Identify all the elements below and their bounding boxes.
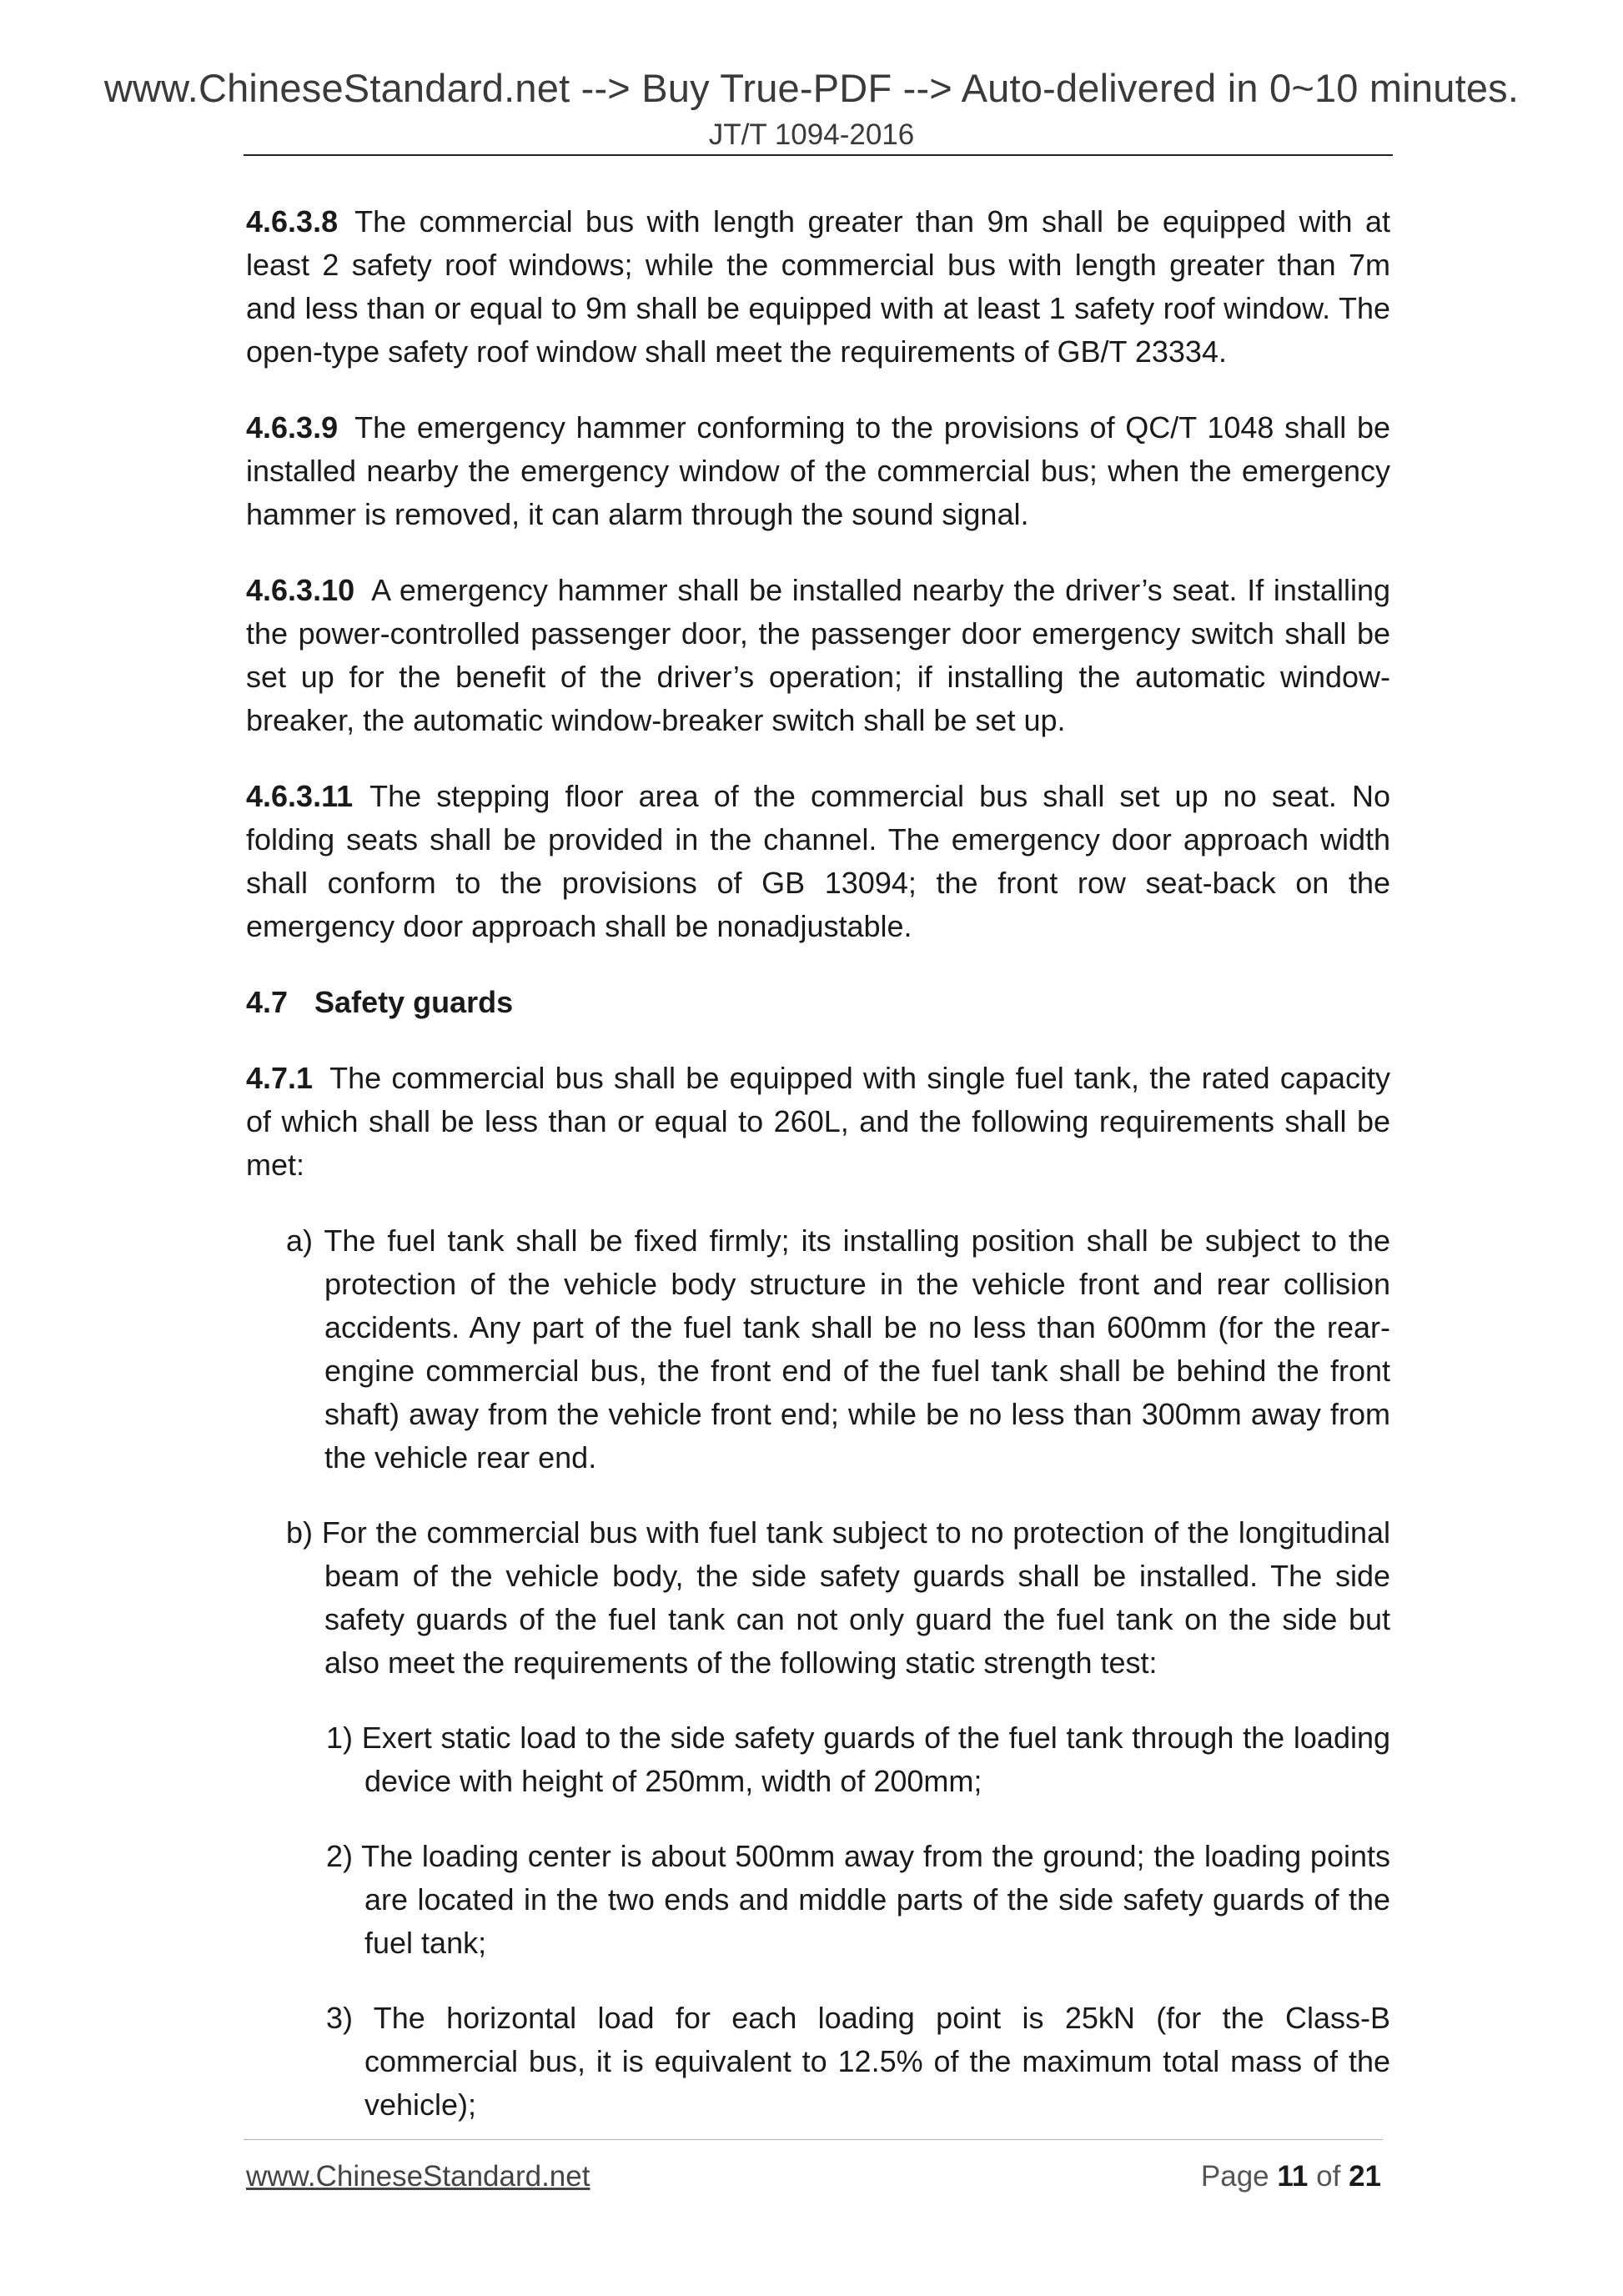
section-title: Safety guards [314,985,514,1019]
page-current: 11 [1277,2160,1309,2193]
sub-item-3: 3) The horizontal load for each loading point is 25kN (for the Class-B commercial bus, it is equivalent to 12.5% of the maximum total mass of the vehicle); [326,2001,1390,2122]
list-item-a: a) The fuel tank shall be fixed firmly; its installing position shall be subject to the protection of the vehicle body structure in the vehicle front and rear collision accidents. Any part of the fuel tank shall be no less than 600mm (for the rear-engine commercial bus, the front end of the fuel tank shall be behind the front shaft) away from the vehicle front end; while be no less than 300mm away from the vehicle rear end. [286,1223,1390,1475]
clause-number: 4.6.3.9 [246,410,339,445]
page-banner: www.ChineseStandard.net --> Buy True-PDF --> Auto-delivered in 0~10 minutes. [103,66,1520,110]
sub-item-2: 2) The loading center is about 500mm away from the ground; the loading points are located in the two ends and middle parts of the side safety guards of the fuel tank; [326,1839,1390,1960]
header-divider [244,154,1393,156]
clause-4-6-3-9 [246,406,1390,536]
clause-4-6-3-10 [246,569,1390,742]
page-word: Page [1200,2160,1269,2193]
page-of: of [1316,2160,1341,2193]
clause-text: A emergency hammer shall be installed nearby the driver’s seat. If installing the power-controlled passenger door, the passenger door emergency switch shall be set up for the benefit of the driver’s operation; if installing the automatic window-breaker, the automatic window-breaker switch shall be set up. [246,573,1390,737]
document-code: JT/T 1094-2016 [708,118,915,151]
clause-4-6-3-11 [246,775,1390,948]
clause-text: The emergency hammer conforming to the provisions of QC/T 1048 shall be installed nearby the emergency window of the commercial bus; when the emergency hammer is removed, it can alarm through the sound signal. [246,410,1390,531]
document-body [246,200,1390,2158]
clause-number: 4.7.1 [246,1061,314,1095]
section-number: 4.7 [246,985,289,1019]
clause-4-7-1 [246,1057,1390,1187]
sub-item-1: 1) Exert static load to the side safety guards of the fuel tank through the loading device with height of 250mm, width of 200mm; [326,1721,1390,1798]
page-total: 21 [1349,2160,1381,2193]
clause-text: The commercial bus with length greater than 9m shall be equipped with at least 2 safety roof windows; while the commercial bus with length greater than 7m and less than or equal to 9m shall be equipped with at least 1 safety roof window. The open-type safety roof window shall meet the requirements of GB/T 23334. [246,204,1390,369]
clause-number: 4.6.3.11 [246,779,354,813]
clause-text: The commercial bus shall be equipped with single fuel tank, the rated capacity of which shall be less than or equal to 260L, and the following requirements shall be met: [246,1061,1390,1182]
footer-website-link[interactable]: www.ChineseStandard.net [246,2160,590,2193]
clause-number: 4.6.3.8 [246,204,339,239]
section-heading [246,981,1390,1024]
page-number [1201,2160,1381,2193]
clause-text: The stepping floor area of the commercial bus shall set up no seat. No folding seats shall be provided in the channel. The emergency door approach width shall conform to the provisions of GB 13094; the front row seat-back on the emergency door approach shall be nonadjustable. [246,779,1390,943]
list-item-b: b) For the commercial bus with fuel tank subject to no protection of the longitudinal beam of the vehicle body, the side safety guards shall be installed. The side safety guards of the fuel tank can not only guard the fuel tank on the side but also meet the requirements of the following static strength test: [286,1515,1390,1680]
clause-number: 4.6.3.10 [246,573,355,607]
clause-4-6-3-8 [246,200,1390,374]
footer-divider [244,2139,1383,2140]
